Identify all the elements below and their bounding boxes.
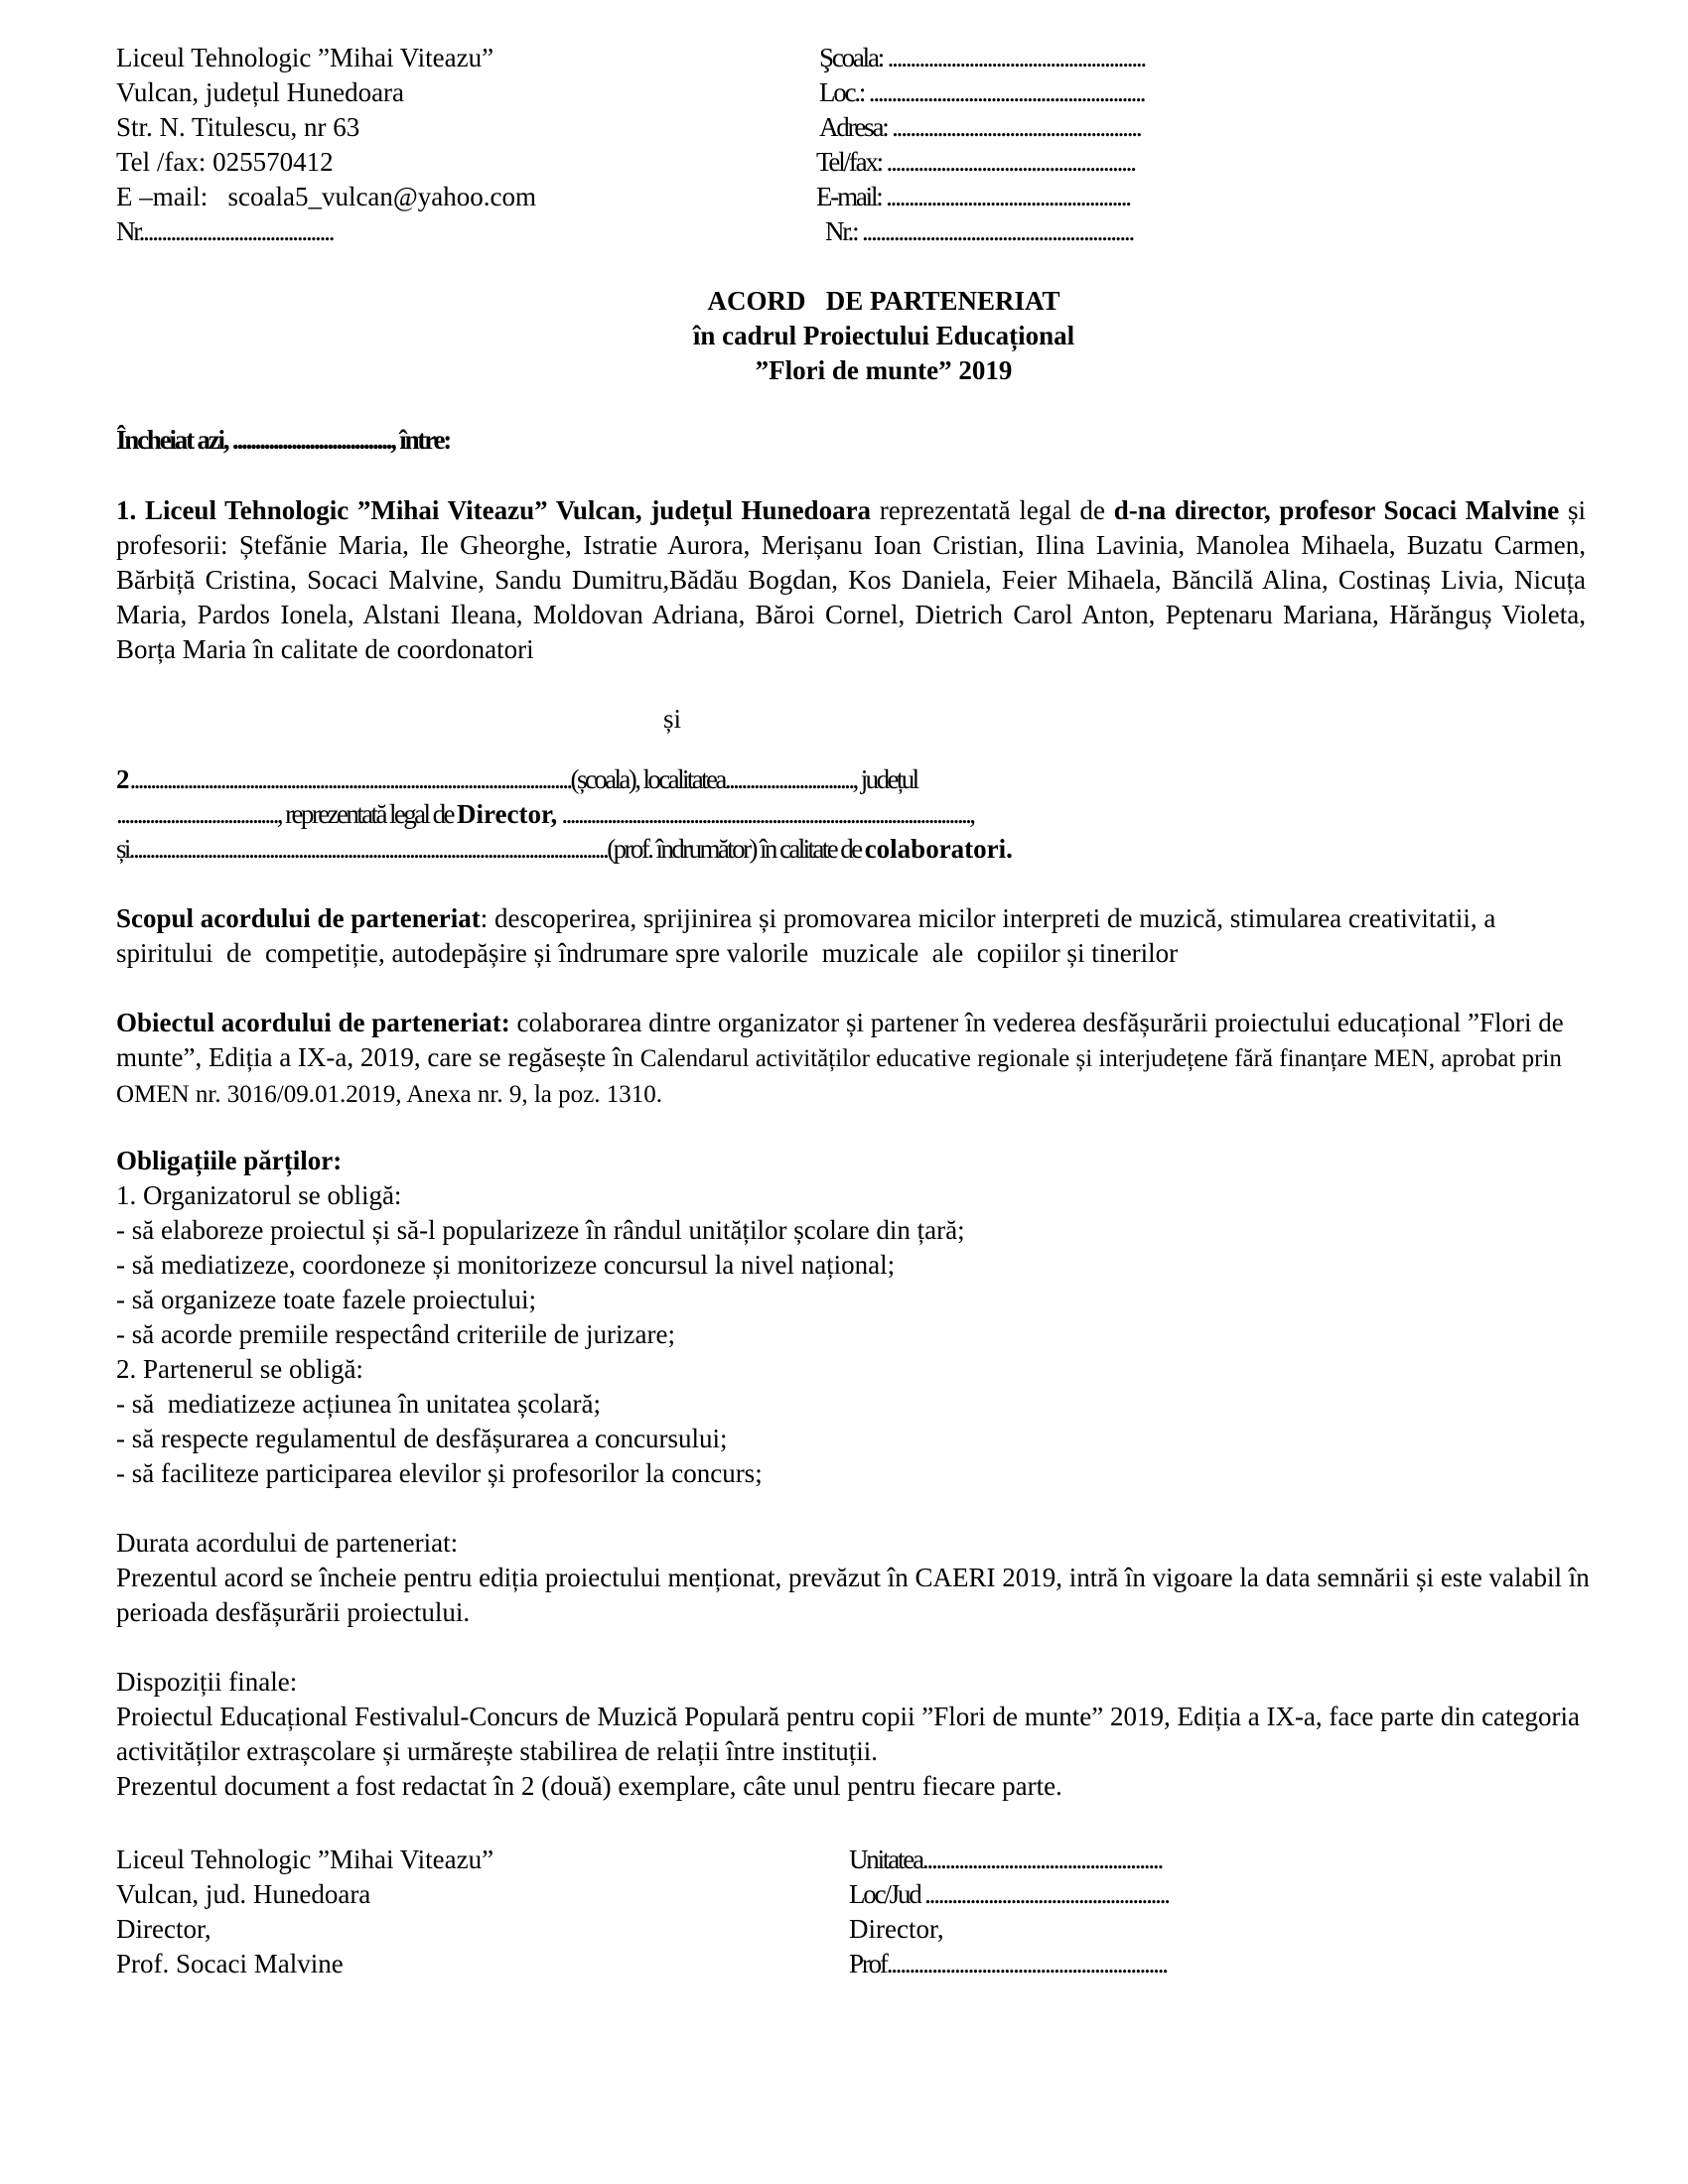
party-1-text: reprezentată legal de [871,495,1114,525]
party-2-number: 2 [116,764,130,794]
organizer-obligation-item: - să organizeze toate fazele proiectului; [116,1285,537,1314]
party-1-director: d-na director, profesor Socaci Malvine [1113,495,1560,525]
partner-obligation-item: - să faciliteze participarea elevilor și profesorilor la concurs; [116,1458,763,1488]
party-2-role: colaboratori. [864,834,1013,864]
organizer-obligation-item: - să acorde premiile respectând criteriile de jurizare; [116,1319,675,1349]
object-label: Obiectul acordului de parteneriat: [116,1008,510,1037]
organizer-phone: Tel /fax: 025570412 [116,147,334,177]
party-2-block [116,762,1596,867]
partner-phone-field: Tel/fax: ....................................................... [816,147,1135,177]
signature-school: Liceul Tehnologic ”Mihai Viteazu” [116,1844,494,1874]
organizer-number-field: Nr........................................... [116,216,334,246]
partner-email-field: E-mail: ...................................................... [816,182,1130,211]
partner-number-field: Nr.: ............................................................ [825,216,1134,246]
title-line-3: ”Flori de munte” 2019 [755,355,1013,385]
partner-header [816,41,1375,249]
duration-text: Prezentul acord se încheie pentru ediția proiectului menționat, prevăzut în CAERI 2019, intră în vigoare la data semnării și este valabil în perioada desfășurării proiectului. [116,1563,1590,1627]
organizer-address: Str. N. Titulescu, nr 63 [116,112,360,142]
final-provisions-text: Proiectul Educațional Festivalul-Concurs de Muzică Populară pentru copii ”Flori de munte” 2019, Ediția a IX-a, face parte din categoria activităților extrașcolare și urmărește stabilirea de relații între instituții. [116,1702,1581,1766]
organizer-obligation-item: - să elaboreze proiectul și să-l popularizeze în rândul unităților școlare din țară; [116,1215,965,1245]
object-calendar-reference: Calendarul activităților educative regionale și interjudețene fără finanțare MEN, aprobat prin OMEN nr. 3016/09.01.2019, Anexa nr. 9, la poz. 1310. [116,1045,1562,1108]
organizer-city: Vulcan, județul Hunedoara [116,77,405,107]
party-1-paragraph [116,493,1586,667]
final-provisions-section [116,1665,1586,1804]
party-1-name: 1. Liceul Tehnologic ”Mihai Viteazu” Vulcan, județul Hunedoara [116,495,872,525]
partner-signature-role: Director, [849,1914,944,1944]
partner-address-field: Adresa: ....................................................... [819,112,1141,142]
signature-role: Director, [116,1914,211,1944]
signature-name: Prof. Socaci Malvine [116,1949,344,1979]
duration-section [116,1526,1596,1630]
partner-unit-field: Unitatea..................................................... [849,1844,1163,1874]
title-line-1: ACORD DE PARTENERIAT [707,286,1060,316]
partner-teacher-field: Prof.............................................................. [849,1949,1167,1979]
partner-locality-county-field: Loc/Jud ...................................................... [849,1879,1169,1909]
partner-obligation-item: - să mediatizeze acțiunea în unitatea școlară; [116,1389,601,1419]
partner-obligations-title: 2. Partenerul se obligă: [116,1354,363,1384]
final-provisions-copies: Prezentul document a fost redactat în 2 (două) exemplare, câte unul pentru fiecare parte. [116,1771,1062,1801]
party-2-county-field: ......................................., reprezentată legal de [116,799,458,829]
party-2-director-field: ..................................................................................................., [557,799,974,829]
party-2-teacher-field: și....................................................................................................................(prof. îndrumător) în calitate de [116,834,865,864]
party-2-director-label: Director, [457,799,558,829]
duration-title: Durata acordului de parteneriat: [116,1528,459,1558]
party-2-school-field: ...........................................................................................................(școala), localitatea..............................., județul [129,764,917,794]
partner-school-field: Şcoala: ......................................................... [819,43,1145,72]
signature-city: Vulcan, jud. Hunedoara [116,1879,371,1909]
scope-paragraph [116,901,1586,971]
organizer-obligations-title: 1. Organizatorul se obligă: [116,1180,402,1210]
partner-locality-field: Loc.: ............................................................. [819,77,1145,107]
organizer-header [116,41,752,249]
object-text: colaborarea dintre organizator și partener în vederea desfășurării proiectului educațional ”Flori de munte”, Ediția a IX-a, 2019, care se regăsește în [116,1008,1564,1072]
partner-obligation-item: - să respecte regulamentul de desfășurarea a concursului; [116,1424,728,1453]
organizer-school-name: Liceul Tehnologic ”Mihai Viteazu” [116,43,494,72]
partner-signature-block [849,1843,1405,1981]
organizer-email: E –mail: scoala5_vulcan@yahoo.com [116,182,536,211]
scope-text: : descoperirea, sprijinirea și promovarea micilor interpreti de muzică, stimularea creativitatii, a spiritului de competiție, autodepășire și îndrumare spre valorile muzicale ale copiilor și tinerilor [116,903,1509,968]
object-paragraph [116,1006,1586,1112]
and-conjunction: și [663,704,682,734]
obligations-title: Obligațiile părților: [116,1146,343,1175]
obligations-section [116,1144,1596,1491]
scope-label: Scopul acordului de parteneriat [116,903,481,933]
organizer-signature-block [116,1843,752,1981]
party-1-teachers: și profesorii: Ștefănie Maria, Ile Gheorghe, Istratie Aurora, Merișanu Ioan Cristian, Ilina Lavinia, Manolea Mihaela, Buzatu Carmen, Bărbiță Cristina, Socaci Malvine, Sandu Dumitru,Bădău Bogdan, Kos Daniela, Feier Mihaela, Băncilă Alina, Costinaș Livia, Nicuța Maria, Pardos Ionela, Alstani Ileana, Moldovan Adriana, Băroi Cornel, Dietrich Carol Anton, Peptenaru Mariana, Hărănguș Violeta, Borța Maria în calitate de coordonatori [116,495,1586,664]
document-title [0,284,1688,388]
concluded-date-line [116,423,1596,458]
title-line-2: în cadrul Proiectului Educațional [692,321,1075,350]
organizer-obligation-item: - să mediatizeze, coordoneze și monitorizeze concursul la nivel național; [116,1250,896,1280]
final-provisions-title: Dispoziții finale: [116,1667,298,1697]
concluded-date-text: Încheiat azi, ..................................., între: [116,425,451,455]
